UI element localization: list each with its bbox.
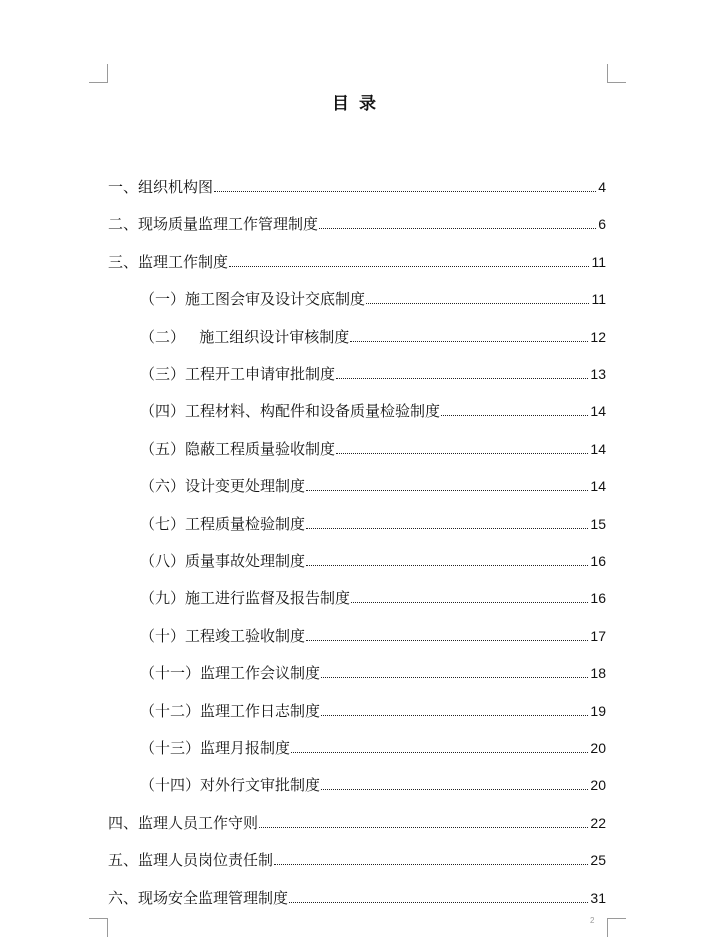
toc-dot-leader bbox=[291, 752, 588, 753]
toc-dot-leader bbox=[214, 191, 596, 192]
toc-entry-title: 一、组织机构图 bbox=[108, 178, 214, 196]
toc-dot-leader bbox=[306, 528, 588, 529]
toc-dot-leader bbox=[321, 677, 588, 678]
toc-entry[interactable] bbox=[140, 399, 606, 421]
toc-dot-leader bbox=[441, 415, 588, 416]
toc-entry-title: （十一）监理工作会议制度 bbox=[140, 664, 321, 683]
toc-entry[interactable] bbox=[140, 736, 606, 758]
toc-dot-leader bbox=[366, 303, 589, 304]
toc-entry[interactable] bbox=[140, 624, 606, 646]
toc-entry-title: 二、现场质量监理工作管理制度 bbox=[108, 215, 319, 234]
toc-entry[interactable] bbox=[140, 362, 606, 384]
toc-entry[interactable] bbox=[140, 325, 606, 347]
toc-entry-page-number: 14 bbox=[590, 440, 606, 457]
toc-entry-page-number: 12 bbox=[590, 328, 606, 345]
toc-entry[interactable] bbox=[108, 848, 606, 870]
toc-dot-leader bbox=[350, 341, 588, 342]
toc-entry-title: （十四）对外行文审批制度 bbox=[140, 776, 321, 795]
toc-dot-leader bbox=[306, 640, 588, 641]
toc-entry-title: （七）工程质量检验制度 bbox=[140, 514, 306, 533]
toc-entry-title: （三）工程开工申请审批制度 bbox=[140, 365, 336, 383]
toc-entry[interactable] bbox=[140, 586, 606, 608]
toc-entry[interactable] bbox=[140, 549, 606, 571]
toc-entry-title: （十二）监理工作日志制度 bbox=[140, 701, 321, 720]
toc-entry-title: （五）隐蔽工程质量验收制度 bbox=[140, 439, 336, 458]
toc-entry-page-number: 20 bbox=[590, 777, 606, 794]
toc-entry[interactable] bbox=[108, 811, 606, 833]
toc-entry-title: 三、监理工作制度 bbox=[108, 252, 229, 271]
toc-entry-page-number: 4 bbox=[598, 179, 606, 195]
toc-entry-page-number: 13 bbox=[590, 366, 606, 382]
toc-entry-title: （九）施工进行监督及报告制度 bbox=[140, 589, 351, 608]
toc-entry-page-number: 14 bbox=[590, 403, 606, 420]
toc-entry-page-number: 20 bbox=[590, 740, 606, 756]
toc-entry[interactable] bbox=[140, 287, 606, 309]
toc-entry-title: 五、监理人员岗位责任制 bbox=[108, 851, 274, 870]
toc-entry-page-number: 31 bbox=[590, 889, 606, 906]
toc-entry-title: （八）质量事故处理制度 bbox=[140, 552, 306, 570]
toc-entry-title: （六）设计变更处理制度 bbox=[140, 477, 306, 496]
footer-page-number: 2 bbox=[590, 916, 595, 925]
toc-entry-page-number: 25 bbox=[590, 852, 606, 869]
toc-entry-page-number: 14 bbox=[590, 478, 606, 495]
toc-entry-title: 六、现场安全监理管理制度 bbox=[108, 888, 289, 907]
toc-entry-page-number: 16 bbox=[590, 590, 606, 607]
toc-dot-leader bbox=[321, 715, 588, 716]
toc-entry-page-number: 15 bbox=[590, 515, 606, 532]
toc-dot-leader bbox=[336, 453, 588, 454]
toc-entry-title: （一）施工图会审及设计交底制度 bbox=[140, 290, 366, 309]
toc-entry[interactable] bbox=[140, 437, 606, 459]
toc-entry-title: （四）工程材料、构配件和设备质量检验制度 bbox=[140, 402, 441, 421]
toc-dot-leader bbox=[336, 378, 588, 379]
toc-dot-leader bbox=[319, 228, 596, 229]
toc-entry[interactable] bbox=[140, 773, 606, 795]
toc-dot-leader bbox=[351, 602, 588, 603]
toc-entry[interactable] bbox=[140, 474, 606, 496]
toc-dot-leader bbox=[259, 827, 588, 828]
toc-entry-page-number: 18 bbox=[590, 665, 606, 682]
toc-entry-page-number: 6 bbox=[598, 216, 606, 233]
toc-entry[interactable] bbox=[108, 212, 606, 234]
toc-dot-leader bbox=[321, 789, 588, 790]
toc-dot-leader bbox=[306, 490, 588, 491]
toc-entry-page-number: 19 bbox=[590, 702, 606, 719]
toc-dot-leader bbox=[229, 266, 589, 267]
toc-entry[interactable] bbox=[108, 250, 606, 272]
toc-dot-leader bbox=[289, 902, 588, 903]
toc-entry-page-number: 11 bbox=[591, 291, 606, 308]
toc-dot-leader bbox=[274, 864, 588, 865]
toc-entry[interactable] bbox=[140, 699, 606, 721]
toc-entry[interactable] bbox=[108, 175, 606, 197]
toc-entry[interactable] bbox=[108, 886, 606, 908]
toc-entry-page-number: 17 bbox=[590, 627, 606, 644]
toc-entry-page-number: 16 bbox=[590, 553, 606, 569]
toc-entry-title: 四、监理人员工作守则 bbox=[108, 813, 259, 832]
toc-entry-title: （十）工程竣工验收制度 bbox=[140, 626, 306, 645]
toc-entry[interactable] bbox=[140, 661, 606, 683]
toc-entry-title: （二） 施工组织设计审核制度 bbox=[140, 327, 350, 346]
toc-entry-page-number: 22 bbox=[590, 814, 606, 831]
toc-entry-title: （十三）监理月报制度 bbox=[140, 739, 291, 757]
toc-title: 目 录 bbox=[332, 94, 378, 114]
toc-dot-leader bbox=[306, 565, 588, 566]
toc-entry-page-number: 11 bbox=[591, 253, 606, 270]
toc-entry[interactable] bbox=[140, 512, 606, 534]
